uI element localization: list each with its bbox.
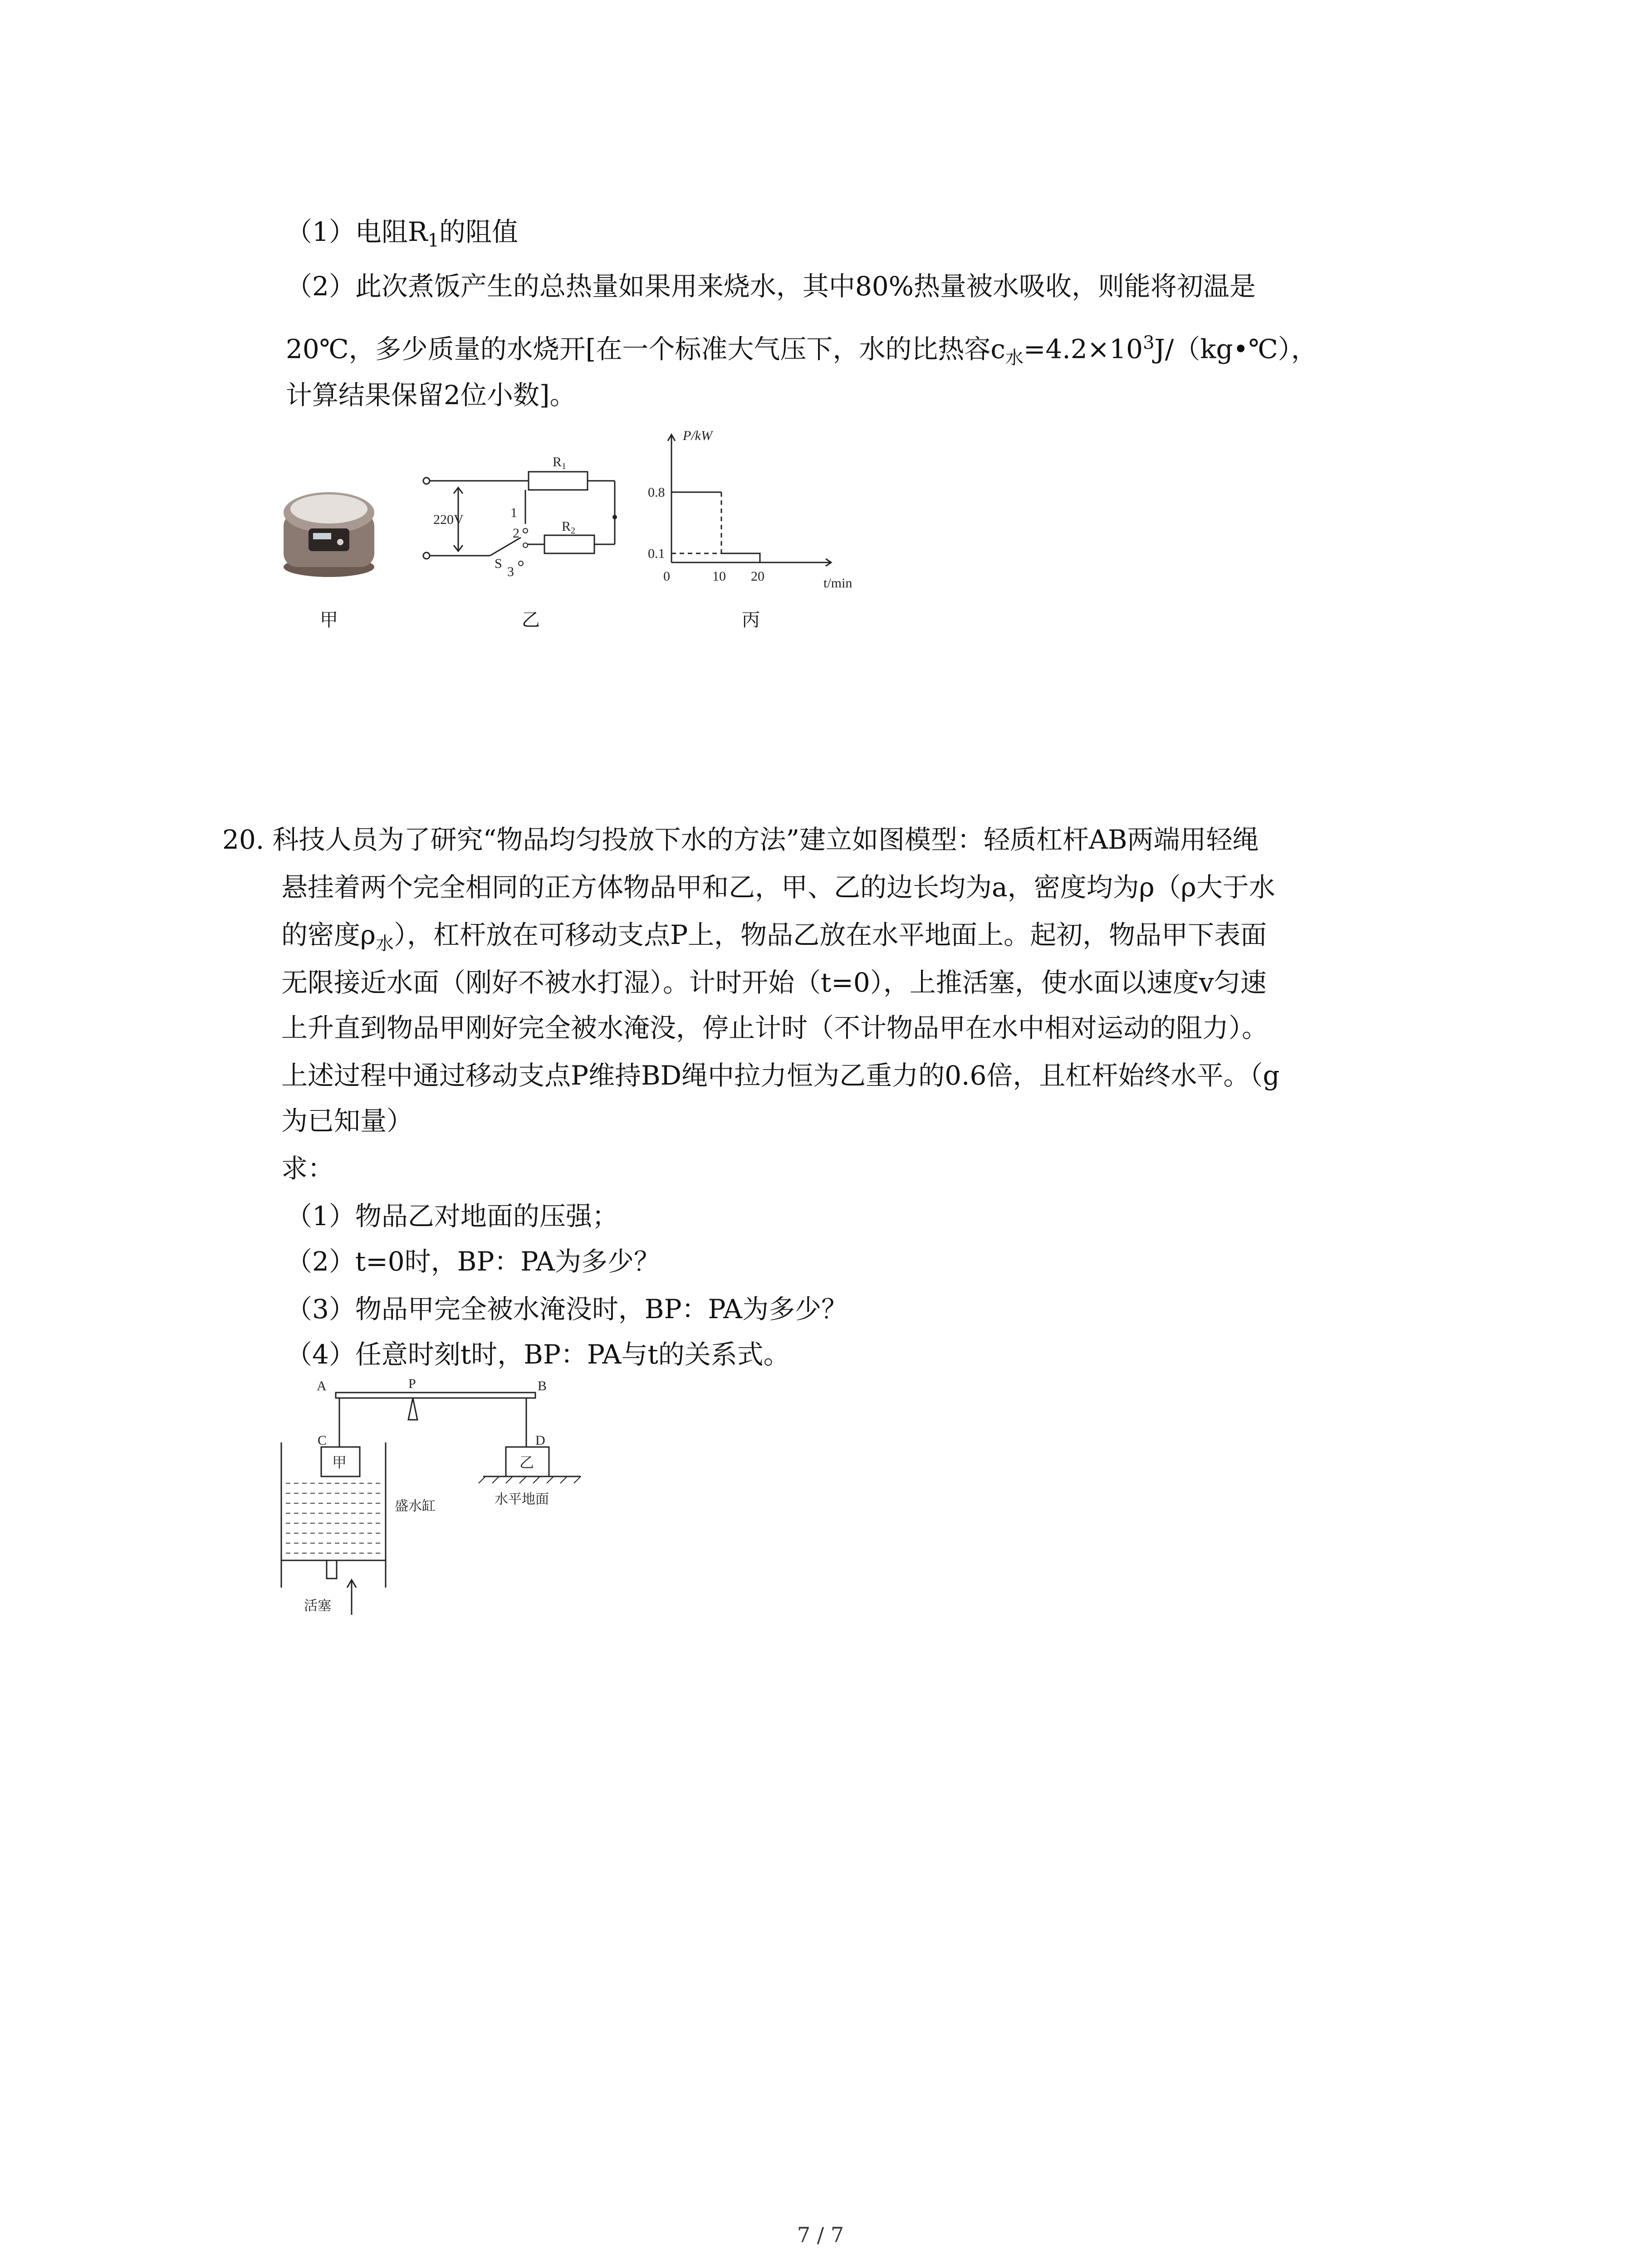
svg-text:水平地面: 水平地面 — [495, 1492, 549, 1507]
q20-sub2: （2）t=0时，BP：PA为多少？ — [286, 1246, 660, 1277]
figure-label-yi: 乙 — [522, 610, 540, 631]
svg-text:0.8: 0.8 — [648, 485, 665, 500]
q19-part1: （1）电阻$R_1$的阻值 — [286, 216, 519, 251]
page-number: 7 / 7 — [797, 2223, 844, 2247]
q19-part2-line1: （2）此次煮饭产生的总热量如果用来烧水，其中80%热量被水吸收，则能将初温是 — [286, 271, 1256, 302]
q20-line6: 上述过程中通过移动支点P维持BD绳中拉力恒为乙重力的0.6倍，且杠杆始终水平。（g — [281, 1060, 1280, 1091]
svg-text:活塞: 活塞 — [304, 1598, 331, 1613]
q20-line2: 悬挂着两个完全相同的正方体物品甲和乙，甲、乙的边长均为a，密度均为ρ（ρ大于水 — [281, 872, 1275, 903]
q20-line1: 20. 科技人员为了研究“物品均匀投放下水的方法”建立如图模型：轻质杠杆AB两端用轻绳 — [222, 824, 1259, 855]
svg-text:盛水缸: 盛水缸 — [395, 1499, 436, 1514]
svg-text:B: B — [538, 1378, 547, 1393]
lever-tank-diagram — [272, 1374, 590, 1619]
figure-label-jia: 甲 — [320, 610, 338, 631]
svg-text:甲: 甲 — [332, 1454, 347, 1471]
svg-text:C: C — [318, 1433, 327, 1448]
svg-text:20: 20 — [751, 569, 764, 584]
figure-label-bing: 丙 — [742, 610, 760, 631]
svg-text:A: A — [317, 1378, 327, 1393]
power-time-graph — [640, 422, 867, 594]
svg-text:0.1: 0.1 — [648, 546, 665, 561]
svg-text:1: 1 — [510, 505, 517, 520]
q20-ask: 求： — [281, 1153, 334, 1184]
svg-text:2: 2 — [513, 526, 519, 541]
svg-text:3: 3 — [507, 564, 514, 579]
q20-line7: 为已知量） — [281, 1105, 413, 1136]
r1-label: $R_1$ — [553, 455, 567, 471]
svg-text:P/kW: P/kW — [683, 428, 712, 443]
q20-line4: 无限接近水面（刚好不被水打湿）。计时开始（t=0），上推活塞，使水面以速度v匀速 — [281, 967, 1267, 998]
svg-text:D: D — [535, 1433, 545, 1448]
q20-sub1: （1）物品乙对地面的压强； — [286, 1201, 618, 1232]
q20-line3: 的密度$\rho_水$），杠杆放在可移动支点P上，物品乙放在水平地面上。起初，物品甲下表面 — [281, 919, 1267, 954]
q20-sub4: （4）任意时刻t时，BP：PA与t的关系式。 — [286, 1339, 790, 1370]
q19-part2-line2: 20℃，多少质量的水烧开[在一个标准大气压下，水的比热容$c_水=4.2\times 10^3J/(kg•℃)$， — [286, 332, 1318, 368]
svg-text:S: S — [495, 556, 502, 571]
circuit-diagram — [408, 445, 635, 599]
rice-cooker-image — [277, 481, 381, 581]
svg-text:t/min: t/min — [823, 576, 852, 591]
svg-text:P: P — [408, 1376, 416, 1391]
svg-text:0: 0 — [663, 569, 670, 584]
q20-line5: 上升直到物品甲刚好完全被水淹没，停止计时（不计物品甲在水中相对运动的阻力）。 — [281, 1012, 1269, 1043]
r2-label: $R_2$ — [562, 519, 576, 536]
svg-text:220V: 220V — [433, 512, 464, 527]
svg-text:乙: 乙 — [519, 1454, 534, 1471]
q20-sub3: （3）物品甲完全被水淹没时，BP：PA为多少？ — [286, 1294, 848, 1325]
svg-text:10: 10 — [712, 569, 726, 584]
q19-part2-line3: 计算结果保留2位小数]。 — [286, 380, 576, 411]
